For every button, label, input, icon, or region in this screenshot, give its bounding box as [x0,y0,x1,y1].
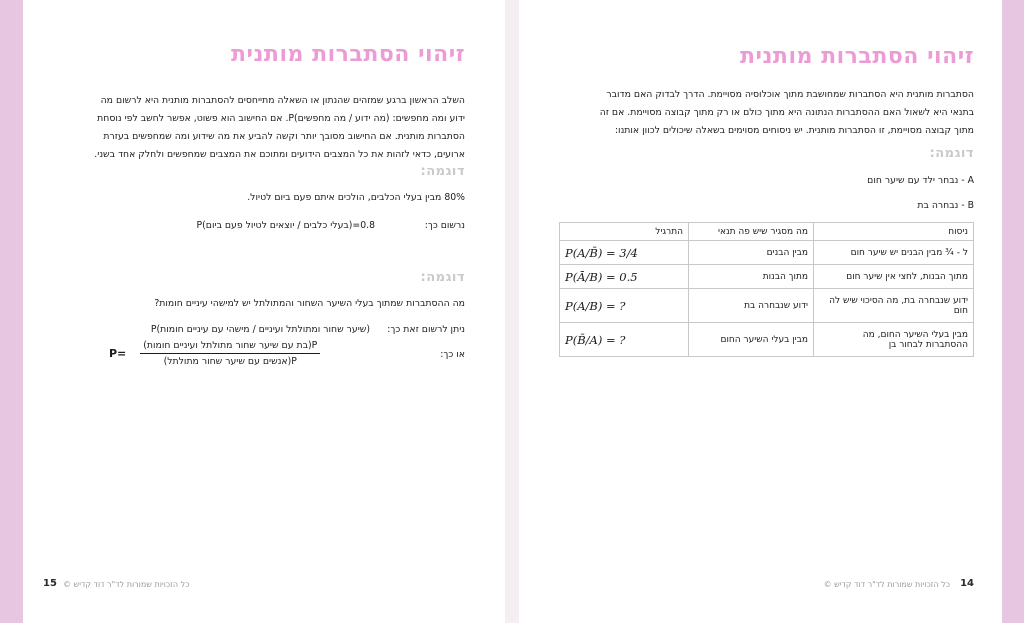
event-b-definition: B - נבחרה בת [917,200,974,211]
conditional-phrasing-table [559,222,974,357]
left-page [23,0,505,623]
table-cell-indicator: ידוע שנבחרה בת [689,289,814,323]
left-page-footer: כל הזכויות שמורות לד"ר דוד קדיש © [63,580,190,589]
table-cell-phrasing: מתוך הבנות, לחצי אין שיער חום [814,265,974,289]
example1-statement: 80% מבין בעלי הכלבים, הולכים איתם פעם ביום לטיול. [247,192,465,203]
table-cell-indicator: מבין בעלי השיער החום [689,323,814,357]
table-row [560,289,974,323]
table-row [560,323,974,357]
right-intro-paragraph [544,86,974,140]
table-header-cell: התרגיל [560,223,689,241]
fraction-denominator: P(אנשים עם שיער שחור מתולתל) [163,356,297,367]
right-intro-line: בתנאי היא לשאול האם ההסתברות הנתונה היא מתוך כולם או רק מתוך קבוצה מסויימת. אם זה [599,107,974,118]
example1-label: דוגמה: [420,164,465,179]
left-intro-paragraph [45,92,465,164]
page-gutter [505,0,519,623]
table-cell-formula: P(B̄/A) = ? [560,323,689,357]
table-cell-indicator: מתוך הבנות [689,265,814,289]
right-page-title: זיהוי הסתברות מותנית [739,44,974,69]
table-cell-phrasing: ל - ¾ מבין הבנים יש שיער חום [814,241,974,265]
table-cell-phrasing: מבין בעלי השיער החום, מה ההסתברות לבחור בן [814,323,974,357]
example2-write-value: P(שיער שחור ומתולתל ועיניים / מישהי עם עיניים חומות) [150,324,370,335]
left-intro-line: ארועים, כדאי לזהות את כל המצבים הידועים ומתוכם את המצבים שמחפשים ולחלק אחד בשני. [94,149,465,160]
table-cell-indicator: מבין הבנים [689,241,814,265]
right-intro-line: הסתברות מותנית היא הסתברות שמחושבת מתוך אוכלוסיה מסויימת. הדרך לבדוק האם מדובר [606,89,974,100]
right-intro-line: מתוך קבוצה מסויימת, זו הסתברות מותנית. יש ניסוחים מסוימים בשאלה שיכולים לכוון אותנו: [614,125,974,136]
right-page-footer: כל הזכויות שמורות לד"ר דוד קדיש © [823,580,950,589]
example2-write-label: ניתן לרשום זאת כך: [387,324,465,335]
example1-write-label: נרשום כך: [424,220,465,231]
table-header-row [560,223,974,241]
example2-question: מה ההסתברות שמתוך בעלי השיער השחור והמתולתל יש למישהי עיניים חומות? [154,298,465,309]
example2-or-label: או כך: [440,349,465,360]
event-a-definition: A - נבחר ילד עם שיער חום [867,175,974,186]
left-intro-line: ידוע ומה מחפשים: (מה ידוע / מה מחפשים)P. אם החישוב הוא פשוט, אפשר לחשב לפי נוסחת [97,113,465,124]
table-cell-formula: P(Ā/B) = 0.5 [560,265,689,289]
table-row [560,241,974,265]
conditional-probability-fraction [109,340,320,367]
table-cell-phrasing: ידוע שנבחרה בת, מה הסיכוי שיש לה חום [814,289,974,323]
fraction-numerator: P(בת עם שיער שחור מתולתל ועיניים חומות) [140,340,320,354]
left-page-title: זיהוי הסתברות מותנית [230,42,465,67]
table-row [560,265,974,289]
example2-label: דוגמה: [420,270,465,285]
left-intro-line: השלב הראשון ברגע שמזהים שהנתון או השאלה מתייחסים להסתברות מותנית היא לרשום מה [100,95,465,106]
table-cell-formula: P(A/B) = ? [560,289,689,323]
right-page [519,0,1002,623]
left-page-number: 15 [43,578,57,589]
right-page-number: 14 [960,578,974,589]
left-intro-line: הסתברות מותנית. אם החישוב מסובך יותר וקשה להביע את מה שידוע ומה שמחפשים בעזרת [103,131,465,142]
right-example-label: דוגמה: [929,146,974,161]
table-header-cell: מה מסגיר שיש פה תנאי [689,223,814,241]
fraction-prefix: P= [109,347,127,360]
fraction-body [140,340,320,367]
table-cell-formula: P(A/B̄) = 3/4 [560,241,689,265]
example1-write-value: P(בעלי כלבים / יוצאים לטיול פעם ביום)=0.8 [196,220,375,231]
table-header-cell: ניסוח [814,223,974,241]
